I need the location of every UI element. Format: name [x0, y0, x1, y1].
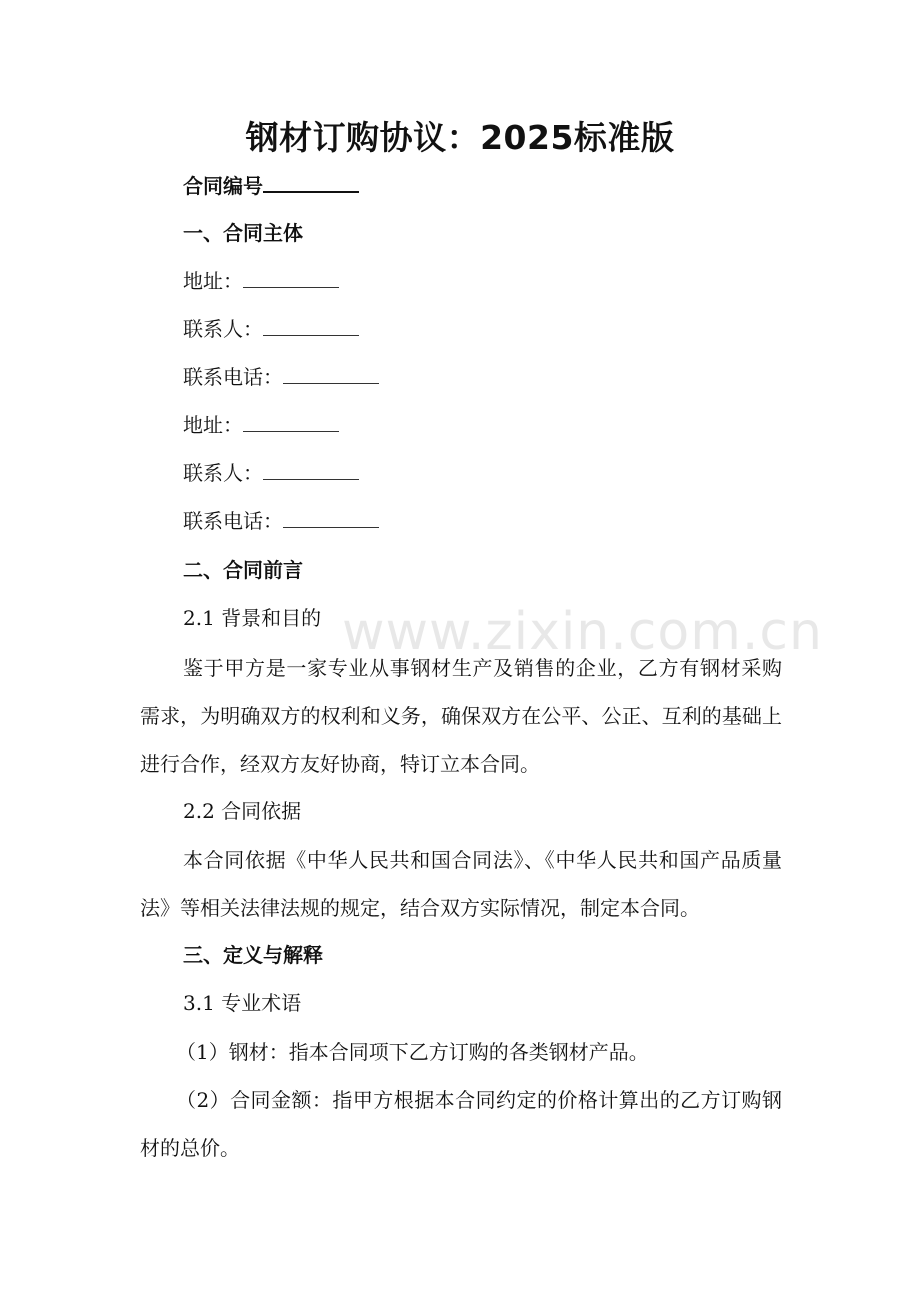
watermark-text: www.zixin.com.cn	[342, 602, 823, 662]
section2-heading: 二、合同前言	[183, 558, 303, 582]
party-a-phone-line	[183, 363, 379, 391]
field-label: 地址：	[183, 269, 243, 293]
section3-item1: （1）钢材：指本合同项下乙方订购的各类钢材产品。	[176, 1040, 649, 1064]
field-label: 联系人：	[183, 461, 263, 485]
field-blank[interactable]	[243, 413, 339, 432]
contract-number-blank[interactable]	[263, 171, 359, 193]
contract-number-line	[183, 171, 359, 200]
section1-heading: 一、合同主体	[183, 221, 303, 245]
contract-number-label: 合同编号	[183, 174, 263, 198]
field-label: 地址：	[183, 413, 243, 437]
field-blank[interactable]	[243, 269, 339, 288]
field-label: 联系电话：	[183, 365, 283, 389]
section2-sub2: 2.2 合同依据	[183, 799, 302, 823]
document-title: 钢材订购协议：2025标准版	[245, 118, 675, 157]
section2-para2: 本合同依据《中华人民共和国合同法》、《中华人民共和国产品质量法》等相关法律法规的规定，结合双方实际情况，制定本合同。	[140, 848, 782, 920]
section3-item2: （2）合同金额：指甲方根据本合同约定的价格计算出的乙方订购钢材的总价。	[140, 1088, 782, 1160]
field-blank[interactable]	[263, 461, 359, 480]
field-blank[interactable]	[263, 317, 359, 336]
party-b-address-line	[183, 411, 339, 439]
party-a-address-line	[183, 267, 339, 295]
section2-sub1: 2.1 背景和目的	[183, 606, 322, 630]
field-blank[interactable]	[283, 509, 379, 528]
party-a-contact-line	[183, 315, 359, 343]
field-label: 联系电话：	[183, 509, 283, 533]
section3-sub1: 3.1 专业术语	[183, 991, 302, 1015]
field-blank[interactable]	[283, 365, 379, 384]
section3-heading: 三、定义与解释	[183, 943, 323, 967]
party-b-phone-line	[183, 507, 379, 535]
section2-para1: 鉴于甲方是一家专业从事钢材生产及销售的企业，乙方有钢材采购需求，为明确双方的权利和义务，确保双方在公平、公正、互利的基础上进行合作，经双方友好协商，特订立本合同。	[140, 656, 782, 776]
field-label: 联系人：	[183, 317, 263, 341]
party-b-contact-line	[183, 459, 359, 487]
